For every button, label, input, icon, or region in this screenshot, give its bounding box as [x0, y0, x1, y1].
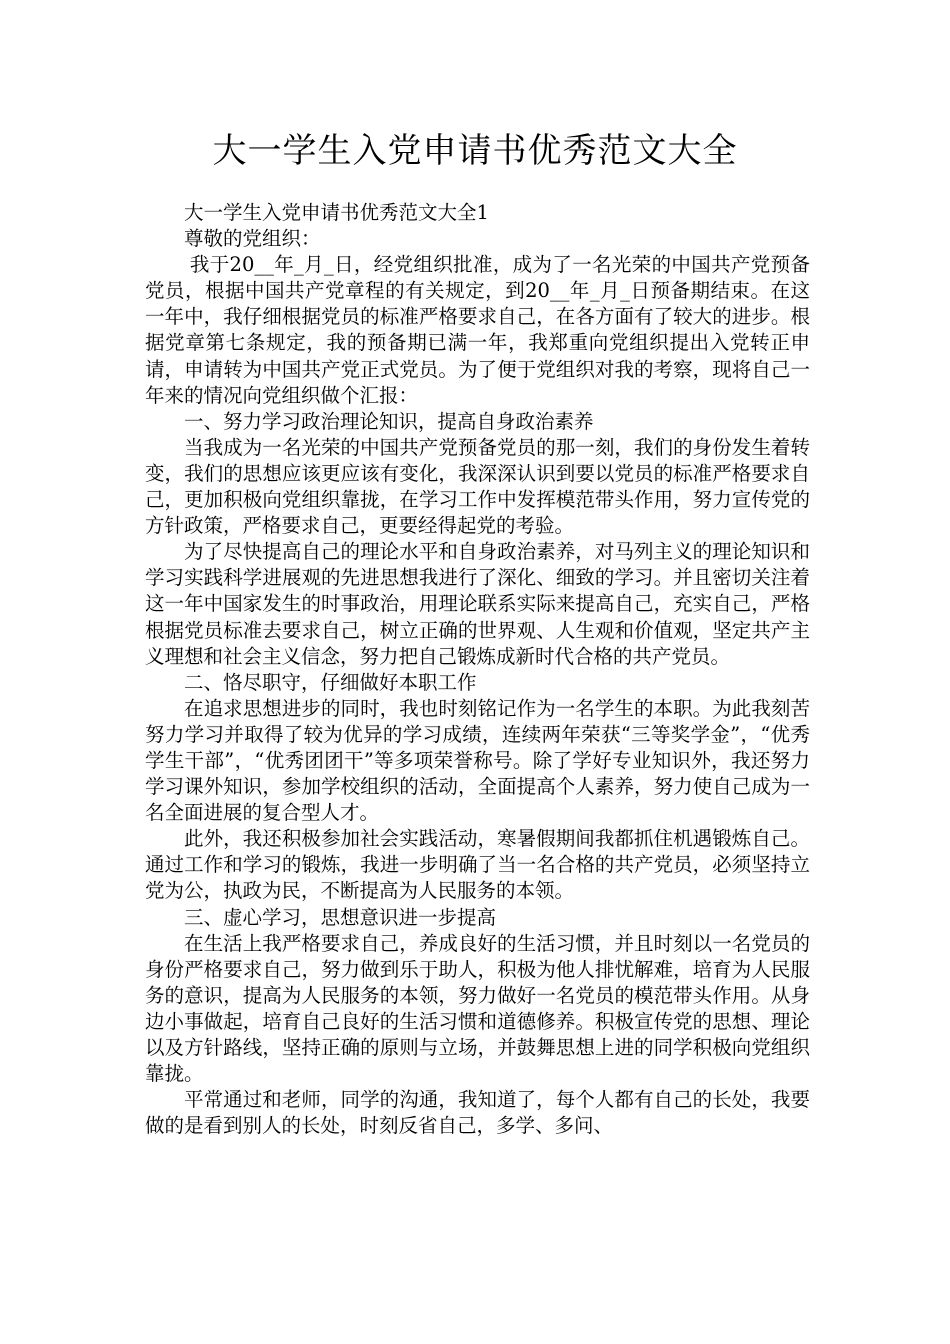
- paragraph: 此外，我还积极参加社会实践活动，寒暑假期间我都抓住机遇锻炼自己。通过工作和学习的锻炼，我进一步明确了当一名合格的共产党员，必须坚持立党为公，执政为民，不断提高为人民服务的本领。: [145, 827, 810, 903]
- document-title: 大一学生入党申请书优秀范文大全: [212, 131, 738, 171]
- paragraph: 我于20__年_月_日，经党组织批准，成为了一名光荣的中国共产党预备党员，根据中国共产党章程的有关规定，到20__年_月_日预备期结束。在这一年中，我仔细根据党员的标准严格要求自己，在各方面有了较大的进步。根据党章第七条规定，我的预备期已满一年，我郑重向党组织提出入党转正申请，申请转为中国共产党正式党员。为了便于党组织对我的考察，现将自己一年来的情况向党组织做个汇报：: [145, 253, 810, 407]
- paragraph: 当我成为一名光荣的中国共产党预备党员的那一刻，我们的身份发生着转变，我们的思想应该更应该有变化，我深深认识到要以党员的标准严格要求自己，更加积极向党组织靠拢，在学习工作中发挥模范带头作用，努力宣传党的方针政策，严格要求自己，更要经得起党的考验。: [145, 435, 810, 538]
- paragraph: 在生活上我严格要求自己，养成良好的生活习惯，并且时刻以一名党员的身份严格要求自己，努力做到乐于助人，积极为他人排忧解难，培育为人民服务的意识，提高为人民服务的本领，努力做好一名党员的模范带头作用。从身边小事做起，培育自己良好的生活习惯和道德修养。积极宣传党的思想、理论以及方针路线，坚持正确的原则与立场，并鼓舞思想上进的同学积极向党组织靠拢。: [145, 931, 810, 1086]
- paragraph: 为了尽快提高自己的理论水平和自身政治素养，对马列主义的理论知识和学习实践科学进展观的先进思想我进行了深化、细致的学习。并且密切关注着这一年中国家发生的时事政治，用理论联系实际来提高自己，充实自己，严格根据党员标准去要求自己，树立正确的世界观、人生观和价值观，坚定共产主义理想和社会主义信念，努力把自己锻炼成新时代合格的共产党员。: [145, 540, 810, 668]
- section-heading: 一、努力学习政治理论知识，提高自身政治素养: [184, 409, 594, 433]
- section-heading: 三、虚心学习，思想意识进一步提高: [184, 905, 497, 929]
- document-body: [145, 200, 810, 1139]
- section-heading: 大一学生入党申请书优秀范文大全1: [184, 201, 489, 224]
- section-heading: 二、恪尽职守，仔细做好本职工作: [184, 670, 477, 694]
- paragraph: 平常通过和老师，同学的沟通，我知道了，每个人都有自己的长处，我要做的是看到别人的长处，时刻反省自己，多学、多问、: [145, 1088, 810, 1138]
- salutation: 尊敬的党组织：: [184, 227, 321, 251]
- paragraph: 在追求思想进步的同时，我也时刻铭记作为一名学生的本职。为此我刻苦努力学习并取得了较为优异的学习成绩，连续两年荣获“三等奖学金”，“优秀学生干部”，“优秀团团干”等多项荣誉称号。除了学好专业知识外，我还努力学习课外知识，参加学校组织的活动，全面提高个人素养，努力使自己成为一名全面进展的复合型人才。: [145, 696, 810, 825]
